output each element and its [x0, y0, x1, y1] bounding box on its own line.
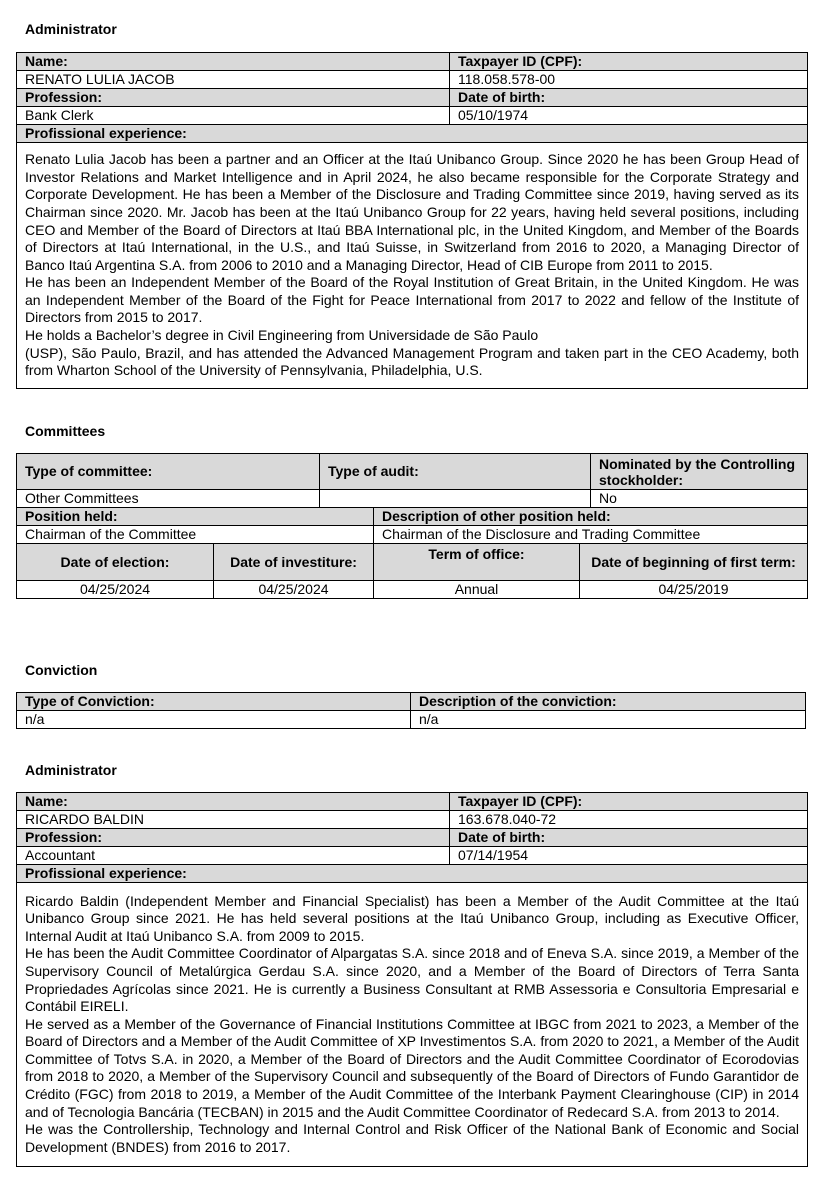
election-date-label: Date of election:: [17, 544, 214, 581]
committees-table-position: [16, 507, 808, 544]
admin2-experience-paragraph: Ricardo Baldin (Independent Member and Financial Specialist) has been a Member of the Audit Committee at the Itaú Unibanco Group since 2021. He has held several positions at the Itaú Unibanco Group, including as Executive Officer, Internal Audit at Itaú Unibanco S.A. from 2009 to 2015.: [25, 892, 799, 944]
admin1-dob-value: 05/10/1974: [450, 107, 808, 125]
committee-nominated-value: No: [591, 490, 808, 508]
committee-nominated-label: Nominated by the Controlling stockholder:: [591, 454, 808, 490]
admin1-experience-text: [17, 143, 808, 389]
committees-section-title: Committees: [25, 423, 106, 439]
committees-table-top: [16, 453, 808, 508]
position-desc-label: Description of other position held:: [374, 508, 808, 526]
admin1-cpf-value: 118.058.578-00: [450, 71, 808, 89]
conviction-table: [16, 692, 806, 729]
admin2-experience-paragraph: He has been the Audit Committee Coordinator of Alpargatas S.A. since 2018 and of Eneva S.A. since 2019, a Member of the Supervisory Council of Metalúrgica Gerdau S.A. since 2020, and a Member of the Board of Directors of Terra Santa Propriedades Agrícolas since 2021. He is currently a Business Consultant at RMB Assessoria e Consultoria Empresarial e Contábil EIRELI.: [25, 945, 799, 1015]
first-term-date-label: Date of beginning of first term:: [580, 544, 808, 581]
admin1-profession-value: Bank Clerk: [17, 107, 450, 125]
admin2-experience-label: Profissional experience:: [17, 865, 808, 883]
admin2-profession-value: Accountant: [17, 847, 450, 865]
admin2-profession-label: Profession:: [17, 829, 450, 847]
admin2-experience-paragraph: He was the Controllership, Technology and Internal Control and Risk Officer of the National Bank of Economic and Social Development (BNDES) from 2016 to 2017.: [25, 1121, 799, 1155]
admin1-section-title: Administrator: [25, 21, 117, 37]
admin1-experience-label: Profissional experience:: [17, 125, 808, 143]
admin1-cpf-label: Taxpayer ID (CPF):: [450, 53, 808, 71]
committee-type-value: Other Committees: [17, 490, 320, 508]
term-of-office-label: Term of office:: [374, 544, 580, 581]
admin1-profession-label: Profession:: [17, 89, 450, 107]
position-held-label: Position held:: [17, 508, 374, 526]
conviction-desc-value: n/a: [411, 711, 806, 729]
admin2-section-title: Administrator: [25, 762, 117, 778]
position-held-value: Chairman of the Committee: [17, 526, 374, 544]
admin2-cpf-label: Taxpayer ID (CPF):: [450, 793, 808, 811]
admin1-experience-paragraph: Renato Lulia Jacob has been a partner and an Officer at the Itaú Unibanco Group. Since 2020 he has been Group Head of Investor Relations and Market Intelligence and in April 2024, he also became responsible for the Corporate Strategy and Corporate Development. He has been a Member of the Disclosure and Trading Committee since 2019, having served as its Chairman since 2020. Mr. Jacob has been at the Itaú Unibanco Group for 22 years, having held several positions, including CEO and Member of the Board of Directors at Itaú BBA International plc, in the United Kingdom, and Member of the Boards of Directors at Itaú International, in the U.S., and Itaú Suisse, in Switzerland from 2016 to 2020, a Managing Director of Banco Itaú Argentina S.A. from 2006 to 2010 and a Managing Director, Head of CIB Europe from 2011 to 2015.: [25, 151, 799, 273]
conviction-type-value: n/a: [17, 711, 411, 729]
admin2-experience-text: [17, 883, 808, 1167]
admin1-experience-paragraph: He holds a Bachelor’s degree in Civil Engineering from Universidade de São Paulo: [25, 327, 539, 344]
admin1-name-label: Name:: [17, 53, 450, 71]
committee-type-label: Type of committee:: [17, 454, 320, 490]
committee-audit-value: [320, 490, 591, 508]
conviction-desc-label: Description of the conviction:: [411, 693, 806, 711]
admin2-experience-paragraph: He served as a Member of the Governance of Financial Institutions Committee at IBGC from 2021 to 2023, a Member of the Board of Directors and a Member of the Audit Committee of XP Investimentos S.A. from 2020 to 2021, a Member of the Audit Committee of Totvs S.A. in 2020, a Member of the Board of Directors and the Audit Committee Coordinator of Ecorodovias from 2018 to 2020, a Member of the Supervisory Council and subsequently of the Board of Directors of Fundo Garantidor de Crédito (FGC) from 2018 to 2019, a Member of the Audit Committee of the Interbank Payment Clearinghouse (CIP) in 2014 and of Tecnologia Bancária (TECBAN) in 2015 and the Audit Committee Coordinator of Redecard S.A. from 2013 to 2014.: [25, 1015, 799, 1120]
admin1-dob-label: Date of birth:: [450, 89, 808, 107]
admin2-name-value: RICARDO BALDIN: [17, 811, 450, 829]
admin2-dob-value: 07/14/1954: [450, 847, 808, 865]
admin2-name-label: Name:: [17, 793, 450, 811]
admin1-table: [16, 52, 808, 389]
term-of-office-value: Annual: [374, 581, 580, 599]
committees-table-dates: [16, 543, 808, 599]
committee-audit-label: Type of audit:: [320, 454, 591, 490]
first-term-date-value: 04/25/2019: [580, 581, 808, 599]
conviction-section-title: Conviction: [25, 662, 98, 678]
conviction-type-label: Type of Conviction:: [17, 693, 411, 711]
investiture-date-value: 04/25/2024: [214, 581, 374, 599]
admin2-cpf-value: 163.678.040-72: [450, 811, 808, 829]
admin1-experience-paragraph: (USP), São Paulo, Brazil, and has attended the Advanced Management Program and taken part in the CEO Academy, both from Wharton School of the University of Pennsylvania, Philadelphia, U.S.: [25, 344, 799, 379]
admin2-table: [16, 792, 808, 1167]
admin1-name-value: RENATO LULIA JACOB: [17, 71, 450, 89]
election-date-value: 04/25/2024: [17, 581, 214, 599]
admin1-experience-paragraph: He has been an Independent Member of the Board of the Royal Institution of Great Britain, in the United Kingdom. He was an Independent Member of the Board of the Fight for Peace International from 2017 to 2022 and fellow of the Institute of Directors from 2015 to 2017.: [25, 274, 799, 326]
position-desc-value: Chairman of the Disclosure and Trading Committee: [374, 526, 808, 544]
admin2-dob-label: Date of birth:: [450, 829, 808, 847]
investiture-date-label: Date of investiture:: [214, 544, 374, 581]
